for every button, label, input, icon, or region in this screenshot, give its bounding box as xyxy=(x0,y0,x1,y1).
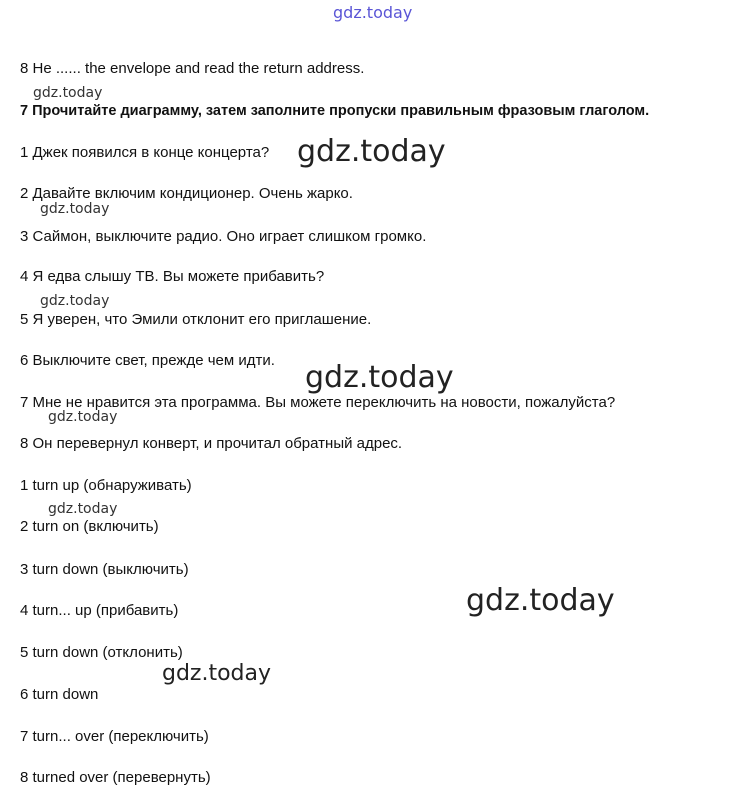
answer-line-4: 4 turn... up (прибавить) xyxy=(20,602,179,619)
watermark-small: gdz.today xyxy=(40,201,110,217)
translation-line-3: 3 Саймон, выключите радио. Оно играет слишком громко. xyxy=(20,228,427,245)
watermark-small: gdz.today xyxy=(40,293,110,309)
translation-line-7: 7 Мне не нравится эта программа. Вы можете переключить на новости, пожалуйста? xyxy=(20,394,616,411)
answer-line-5: 5 turn down (отклонить) xyxy=(20,644,183,661)
watermark-large: gdz.today xyxy=(466,583,615,618)
watermark-small: gdz.today xyxy=(33,85,103,101)
watermark-medium: gdz.today xyxy=(162,661,272,686)
watermark-large: gdz.today xyxy=(305,360,454,395)
watermark-large: gdz.today xyxy=(297,134,446,169)
translation-line-4: 4 Я едва слышу ТВ. Вы можете прибавить? xyxy=(20,268,325,285)
watermark-small: gdz.today xyxy=(48,501,118,517)
answer-line-1: 1 turn up (обнаруживать) xyxy=(20,477,192,494)
translation-line-2: 2 Давайте включим кондиционер. Очень жарко. xyxy=(20,185,353,202)
watermark-small: gdz.today xyxy=(48,409,118,425)
answer-line-3: 3 turn down (выключить) xyxy=(20,561,189,578)
exercise-heading: 7 Прочитайте диаграмму, затем заполните пропуски правильным фразовым глаголом. xyxy=(20,103,650,119)
translation-line-5: 5 Я уверен, что Эмили отклонит его приглашение. xyxy=(20,311,372,328)
exercise-line-previous: 8 He ...... the envelope and read the return address. xyxy=(20,60,365,77)
answer-line-7: 7 turn... over (переключить) xyxy=(20,728,209,745)
translation-line-1: 1 Джек появился в конце концерта? xyxy=(20,144,270,161)
answer-line-2: 2 turn on (включить) xyxy=(20,518,159,535)
answer-line-6: 6 turn down xyxy=(20,686,99,703)
answer-line-8: 8 turned over (перевернуть) xyxy=(20,769,211,786)
translation-line-8: 8 Он перевернул конверт, и прочитал обратный адрес. xyxy=(20,435,403,452)
translation-line-6: 6 Выключите свет, прежде чем идти. xyxy=(20,352,275,369)
watermark-top: gdz.today xyxy=(333,3,413,22)
